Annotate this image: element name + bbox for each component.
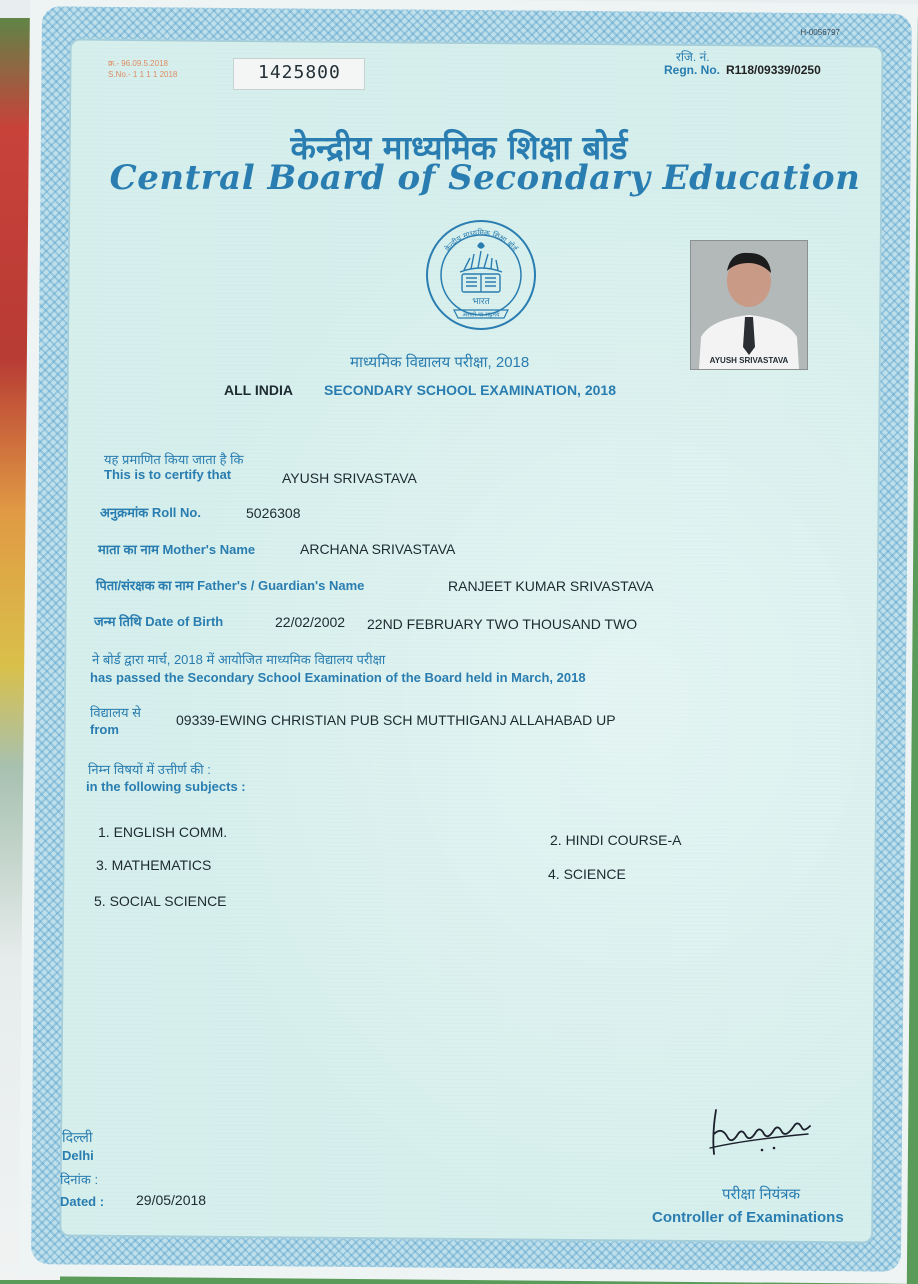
school-name: 09339-EWING CHRISTIAN PUB SCH MUTTHIGANJ ALLAHABAD UP xyxy=(176,712,616,728)
subject-item: 2. HINDI COURSE-A xyxy=(550,832,682,848)
cbse-seal-icon xyxy=(424,218,538,332)
seal-country: भारत xyxy=(472,297,490,307)
seal-text-top: केन्द्रीय माध्यमिक शिक्षा बोर्ड xyxy=(442,227,520,254)
dob-words: 22ND FEBRUARY TWO THOUSAND TWO xyxy=(367,616,638,632)
serial-number: H-0056797 xyxy=(800,28,840,37)
controller-title-hindi: परीक्षा नियंत्रक xyxy=(722,1186,801,1203)
dated-label-hindi: दिनांक : xyxy=(60,1172,99,1187)
seal-motto: असतो मा सद्गमय xyxy=(462,311,500,319)
school-label-english: from xyxy=(90,722,119,737)
mother-name-label: माता का नाम Mother's Name xyxy=(98,542,256,557)
exam-scope: ALL INDIA xyxy=(224,382,293,398)
passed-text-english: has passed the Secondary School Examination of the Board held in March, 2018 xyxy=(90,670,586,685)
certify-text-english: This is to certify that xyxy=(104,467,232,482)
exam-title-hindi: माध्यमिक विद्यालय परीक्षा, 2018 xyxy=(350,354,530,371)
red-stamp xyxy=(108,58,223,84)
dated-value: 29/05/2018 xyxy=(136,1192,207,1208)
father-name-value: RANJEET KUMAR SRIVASTAVA xyxy=(448,578,654,594)
stamp-line-2: S.No.- 1 1 1 1 2018 xyxy=(108,70,178,79)
father-name-label: पिता/संरक्षक का नाम Father's / Guardian's Name xyxy=(96,578,365,593)
place-english: Delhi xyxy=(62,1148,94,1163)
certificate-number: 1425800 xyxy=(258,62,341,83)
place-hindi: दिल्ली xyxy=(62,1129,93,1145)
regn-label-hindi: रजि. नं. xyxy=(676,50,710,64)
roll-no-label: अनुक्रमांक Roll No. xyxy=(100,505,201,520)
board-name-hindi: केन्द्रीय माध्यमिक शिक्षा बोर्ड xyxy=(290,128,628,167)
regn-value: R118/09339/0250 xyxy=(726,63,821,77)
board-name-english: Central Board of Secondary Education xyxy=(109,158,861,198)
photo-caption: AYUSH SRIVASTAVA xyxy=(709,356,789,365)
subject-item: 4. SCIENCE xyxy=(548,866,626,882)
regn-number xyxy=(664,63,821,77)
subjects-label-english: in the following subjects : xyxy=(86,779,246,794)
controller-signature-icon xyxy=(704,1104,816,1164)
regn-label: Regn. No. xyxy=(664,63,720,77)
dated-label-english: Dated : xyxy=(60,1194,105,1209)
subject-item: 1. ENGLISH COMM. xyxy=(98,824,228,840)
stamp-line-1: क्र.- 96.09.5.2018 xyxy=(108,59,168,68)
mother-name-value: ARCHANA SRIVASTAVA xyxy=(300,541,456,557)
roll-no-value: 5026308 xyxy=(246,505,301,521)
dob-label: जन्म तिथि Date of Birth xyxy=(94,614,224,629)
dob-value: 22/02/2002 xyxy=(275,614,346,630)
student-photo xyxy=(690,240,808,370)
certify-text-hindi: यह प्रमाणित किया जाता है कि xyxy=(104,452,244,467)
student-portrait-icon xyxy=(691,241,807,369)
student-name: AYUSH SRIVASTAVA xyxy=(282,470,417,486)
subjects-label-hindi: निम्न विषयों में उत्तीर्ण की : xyxy=(88,762,211,777)
subject-item: 3. MATHEMATICS xyxy=(96,857,212,873)
exam-title-english: SECONDARY SCHOOL EXAMINATION, 2018 xyxy=(324,382,616,398)
school-label-hindi: विद्यालय से xyxy=(90,705,141,720)
passed-text-hindi: ने बोर्ड द्वारा मार्च, 2018 में आयोजित माध्यमिक विद्यालय परीक्षा xyxy=(92,652,386,667)
controller-title-english: Controller of Examinations xyxy=(652,1209,844,1226)
subject-item: 5. SOCIAL SCIENCE xyxy=(94,893,227,909)
